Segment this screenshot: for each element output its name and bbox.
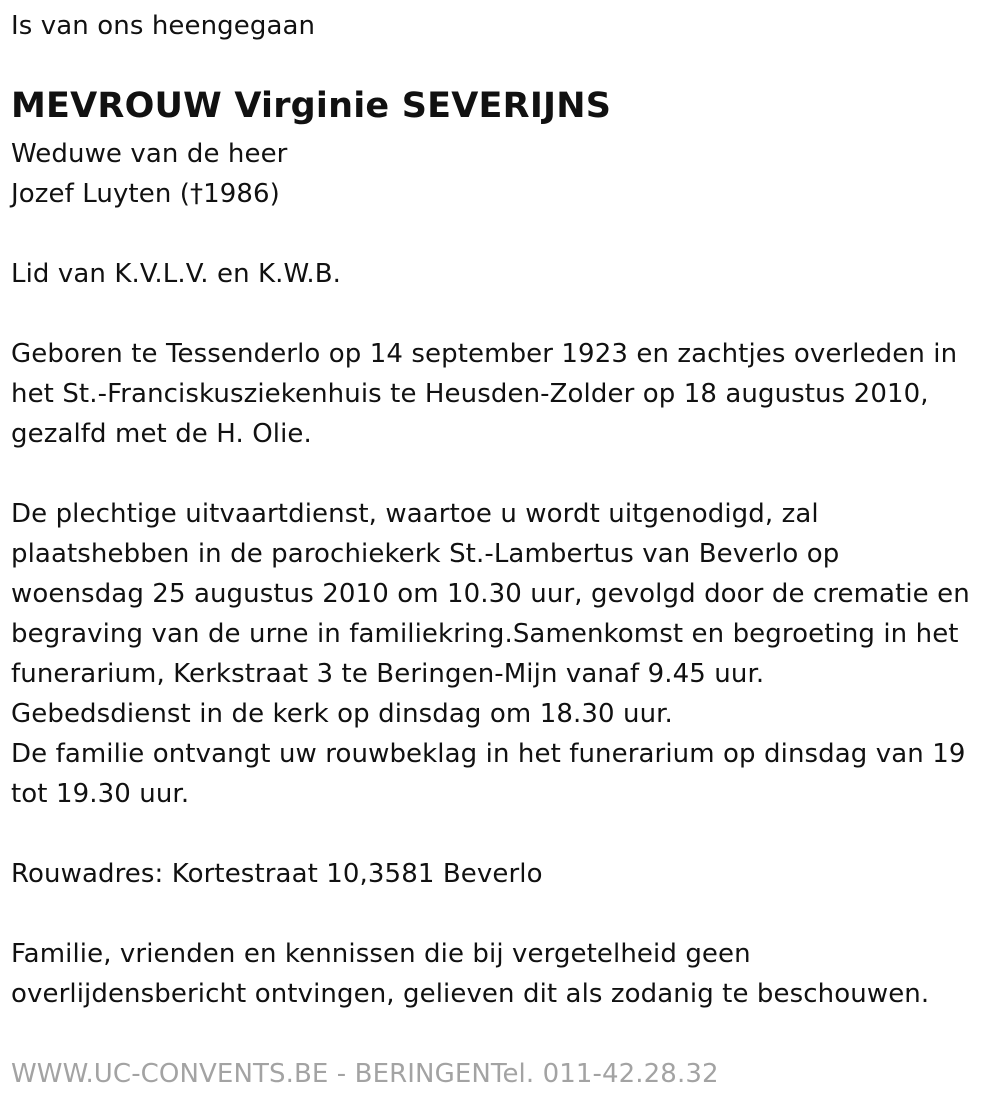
paragraph-line: De plechtige uitvaartdienst, waartoe u wordt uitgenodigd, zal (11, 499, 819, 529)
paragraph-line: begraving van de urne in familiekring.Samenkomst en begroeting in het (11, 619, 959, 649)
paragraph-line: De familie ontvangt uw rouwbeklag in het funerarium op dinsdag van 19 (11, 739, 966, 769)
paragraph-line: overlijdensbericht ontvingen, gelieven dit als zodanig te beschouwen. (11, 979, 930, 1009)
deceased-name: MEVROUW Virginie SEVERIJNS (11, 86, 612, 126)
paragraph-line: plaatshebben in de parochiekerk St.-Lambertus van Beverlo op (11, 539, 840, 569)
widow-line: Weduwe van de heer (11, 139, 288, 169)
paragraph-line: Familie, vrienden en kennissen die bij vergetelheid geen (11, 939, 751, 969)
membership-line: Lid van K.V.L.V. en K.W.B. (11, 259, 342, 289)
paragraph-line: het St.-Franciskusziekenhuis te Heusden-Zolder op 18 augustus 2010, (11, 379, 929, 409)
paragraph-line: gezalfd met de H. Olie. (11, 419, 312, 449)
paragraph-line: funerarium, Kerkstraat 3 te Beringen-Mijn vanaf 9.45 uur. (11, 659, 765, 689)
mourning-address: Rouwadres: Kortestraat 10,3581 Beverlo (11, 859, 543, 889)
paragraph-line: woensdag 25 augustus 2010 om 10.30 uur, gevolgd door de crematie en (11, 579, 970, 609)
paragraph-line: tot 19.30 uur. (11, 779, 190, 809)
spouse-line: Jozef Luyten (†1986) (11, 179, 280, 209)
paragraph-line: Geboren te Tessenderlo op 14 september 1923 en zachtjes overleden in (11, 339, 958, 369)
intro-text: Is van ons heengegaan (11, 11, 316, 41)
footer-contact: WWW.UC-CONVENTS.BE - BERINGENTel. 011-42.28.32 (11, 1059, 719, 1089)
paragraph-line: Gebedsdienst in de kerk op dinsdag om 18.30 uur. (11, 699, 673, 729)
